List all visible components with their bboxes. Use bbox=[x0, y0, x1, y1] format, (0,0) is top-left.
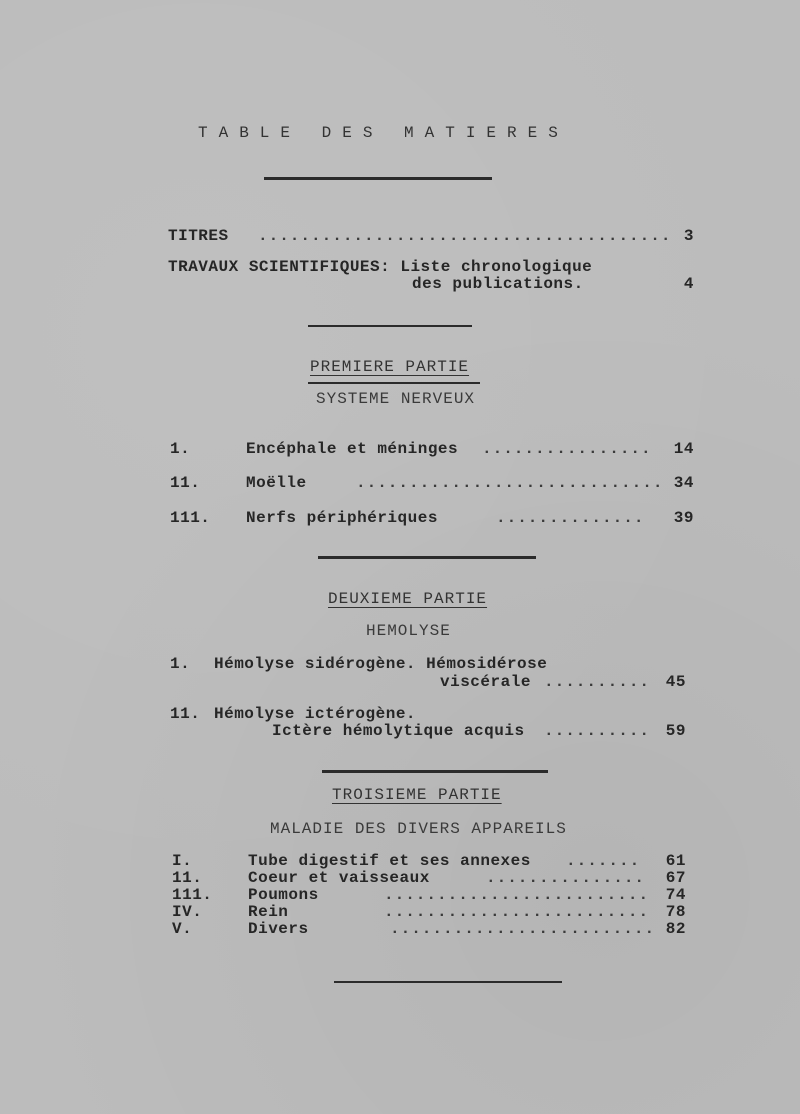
part2-entry-1-page: 45 bbox=[665, 673, 686, 691]
titres-label: TITRES bbox=[168, 227, 229, 245]
part3-entry-4-page: 78 bbox=[665, 903, 686, 921]
part3-entry-2-label: Coeur et vaisseaux bbox=[248, 869, 430, 887]
part3-entry-3-dots: ......................... bbox=[384, 886, 650, 904]
part3-entry-5-dots: ......................... bbox=[390, 920, 656, 938]
part2-subheading: HEMOLYSE bbox=[366, 622, 451, 640]
part3-entry-1-page: 61 bbox=[665, 852, 686, 870]
part3-entry-3-page: 74 bbox=[665, 886, 686, 904]
page-title: TABLE DES MATIERES bbox=[198, 124, 569, 142]
part1-entry-2-num: 11. bbox=[170, 474, 201, 492]
part1-entry-1-page: 14 bbox=[673, 440, 694, 458]
part1-entry-1-label: Encéphale et méninges bbox=[246, 440, 459, 458]
title-rule bbox=[264, 177, 492, 180]
part1-entry-1-num: 1. bbox=[170, 440, 191, 458]
part2-entry-2-dots: .......... bbox=[544, 722, 651, 740]
part3-entry-2-dots: ............... bbox=[486, 869, 646, 887]
travaux-page: 4 bbox=[683, 275, 694, 293]
part1-entry-3-label: Nerfs périphériques bbox=[246, 509, 438, 527]
part2-entry-2-page: 59 bbox=[665, 722, 686, 740]
part2-entry-2-label-line1: Hémolyse ictérogène. bbox=[214, 705, 417, 723]
part3-entry-1-label: Tube digestif et ses annexes bbox=[248, 852, 531, 870]
part3-heading: TROISIEME PARTIE bbox=[332, 786, 502, 804]
part2-rule bbox=[322, 770, 548, 773]
part1-entry-2-label: Moëlle bbox=[246, 474, 307, 492]
part3-entry-1-num: I. bbox=[172, 852, 193, 870]
part1-entry-2-dots: ............................. bbox=[356, 474, 664, 492]
part2-entry-1-num: 1. bbox=[170, 655, 191, 673]
bottom-rule bbox=[334, 981, 562, 983]
part2-entry-1-label-line1: Hémolyse sidérogène. Hémosidérose bbox=[214, 655, 548, 673]
part3-entry-4-label: Rein bbox=[248, 903, 289, 921]
part1-subheading: SYSTEME NERVEUX bbox=[316, 390, 476, 408]
part3-entry-4-dots: ......................... bbox=[384, 903, 650, 921]
part2-entry-2-num: 11. bbox=[170, 705, 201, 723]
part1-entry-3-num: 111. bbox=[170, 509, 211, 527]
part2-entry-2-label-line2: Ictère hémolytique acquis bbox=[272, 722, 525, 740]
part2-entry-1-label-line2: viscérale bbox=[440, 673, 531, 691]
part3-entry-1-dots: ....... bbox=[566, 852, 641, 870]
part1-entry-1-dots: ................ bbox=[482, 440, 652, 458]
part3-entry-3-num: 111. bbox=[172, 886, 213, 904]
part2-heading: DEUXIEME PARTIE bbox=[328, 590, 488, 608]
part1-entry-2-page: 34 bbox=[673, 474, 694, 492]
front-rule bbox=[308, 325, 472, 327]
part3-entry-5-label: Divers bbox=[248, 920, 309, 938]
part3-entry-5-num: V. bbox=[172, 920, 193, 938]
titres-dots: ....................................... bbox=[258, 227, 672, 245]
titres-page: 3 bbox=[683, 227, 694, 245]
part1-heading-double-underline bbox=[308, 382, 480, 384]
part1-rule bbox=[318, 556, 536, 559]
part3-entry-2-num: 11. bbox=[172, 869, 203, 887]
part1-entry-3-page: 39 bbox=[673, 509, 694, 527]
travaux-label-line2: des publications. bbox=[412, 275, 584, 293]
part3-entry-3-label: Poumons bbox=[248, 886, 319, 904]
part3-subheading: MALADIE DES DIVERS APPAREILS bbox=[270, 820, 567, 838]
part2-entry-1-dots: .......... bbox=[544, 673, 651, 691]
part1-heading: PREMIERE PARTIE bbox=[310, 358, 470, 376]
part3-entry-2-page: 67 bbox=[665, 869, 686, 887]
travaux-label-line1: TRAVAUX SCIENTIFIQUES: Liste chronologique bbox=[168, 258, 593, 276]
part1-entry-3-dots: .............. bbox=[496, 509, 645, 527]
part3-entry-5-page: 82 bbox=[665, 920, 686, 938]
part3-entry-4-num: IV. bbox=[172, 903, 203, 921]
